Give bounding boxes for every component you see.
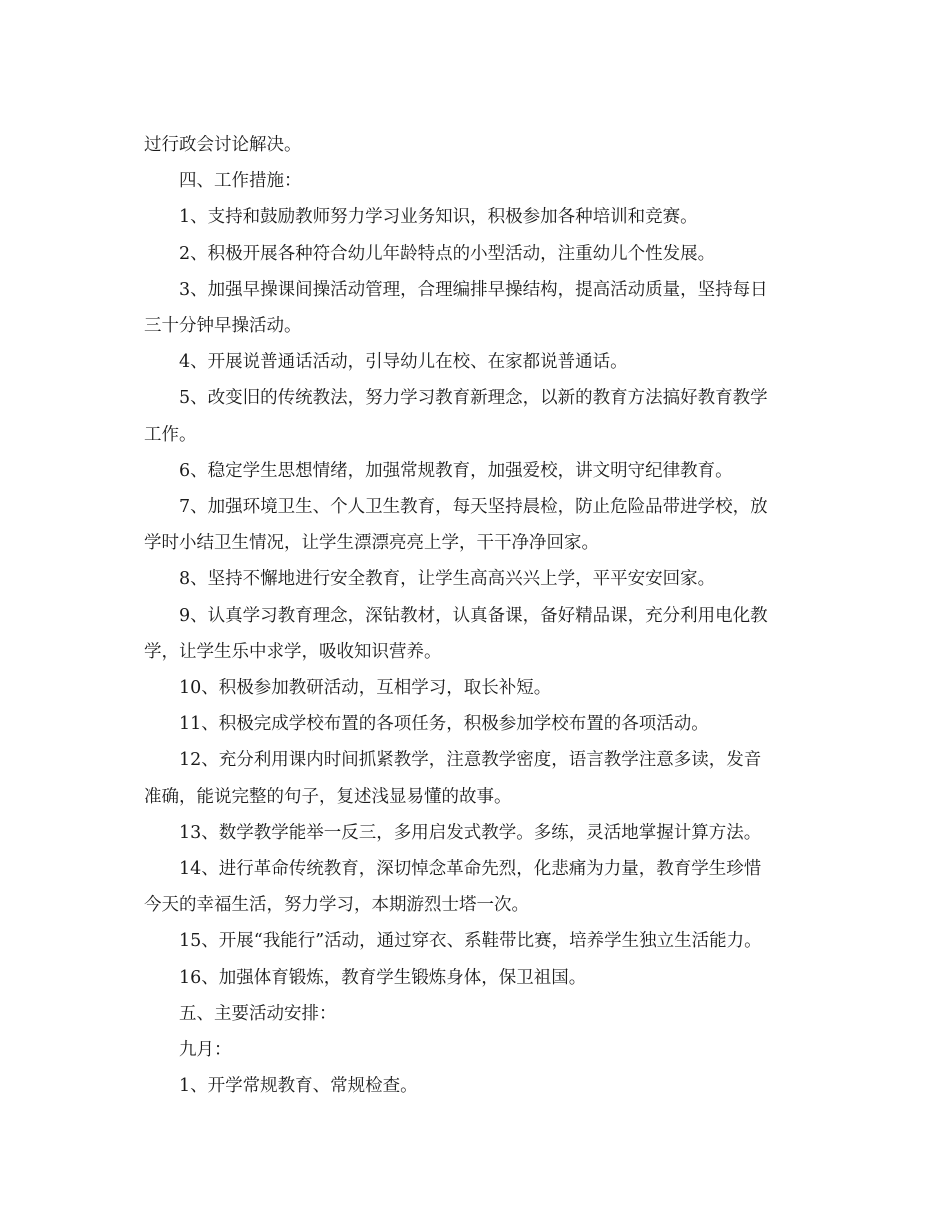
text-line: 过行政会讨论解决。 [144,135,302,155]
text-line: 今天的幸福生活，努力学习，本期游烈士塔一次。 [144,895,529,916]
section-heading: 五、主要活动安排： [179,1003,337,1024]
list-item: 14、进行革命传统教育，深切悼念革命先烈，化悲痛为力量，教育学生珍惜 [179,859,762,880]
list-item: 10、积极参加教研活动，互相学习，取长补短。 [179,678,552,699]
text-line: 工作。 [144,424,197,445]
list-item: 4、开展说普通话活动，引导幼儿在校、在家都说普通话。 [179,352,628,373]
text-line: 准确，能说完整的句子，复述浅显易懂的故事。 [144,786,512,807]
text-line: 学，让学生乐中求学，吸收知识营养。 [144,641,442,662]
list-item: 5、改变旧的传统教法，努力学习教育新理念，以新的教育方法搞好教育教学 [179,388,768,409]
month-heading: 九月： [179,1040,232,1061]
list-item: 3、加强早操课间操活动管理，合理编排早操结构，提高活动质量，坚持每日 [179,279,768,300]
document-body [144,127,810,1104]
list-item: 8、坚持不懈地进行安全教育，让学生高高兴兴上学，平平安安回家。 [179,569,716,590]
list-item: 1、支持和鼓励教师努力学习业务知识，积极参加各种培训和竞赛。 [179,207,698,228]
list-item: 15、开展“我能行”活动，通过穿衣、系鞋带比赛，培养学生独立生活能力。 [179,931,762,952]
list-item: 11、积极完成学校布置的各项任务，积极参加学校布置的各项活动。 [179,714,709,735]
text-line: 学时小结卫生情况，让学生漂漂亮亮上学，干干净净回家。 [144,533,599,554]
text-line: 三十分钟早操活动。 [144,316,302,337]
list-item: 2、积极开展各种符合幼儿年龄特点的小型活动，注重幼儿个性发展。 [179,243,716,264]
list-item: 1、开学常规教育、常规检查。 [179,1076,418,1097]
list-item: 9、认真学习教育理念，深钻教材，认真备课，备好精品课，充分利用电化教 [179,605,768,626]
list-item: 12、充分利用课内时间抓紧教学，注意教学密度，语言教学注意多读，发音 [179,750,762,771]
list-item: 13、数学教学能举一反三，多用启发式教学。多练，灵活地掌握计算方法。 [179,822,762,843]
section-heading: 四、工作措施： [179,171,302,192]
list-item: 16、加强体育锻炼，教育学生锻炼身体，保卫祖国。 [179,967,587,988]
list-item: 7、加强环境卫生、个人卫生教育，每天坚持晨检，防止危险品带进学校，放 [179,497,768,518]
list-item: 6、稳定学生思想情绪，加强常规教育，加强爱校，讲文明守纪律教育。 [179,460,733,481]
